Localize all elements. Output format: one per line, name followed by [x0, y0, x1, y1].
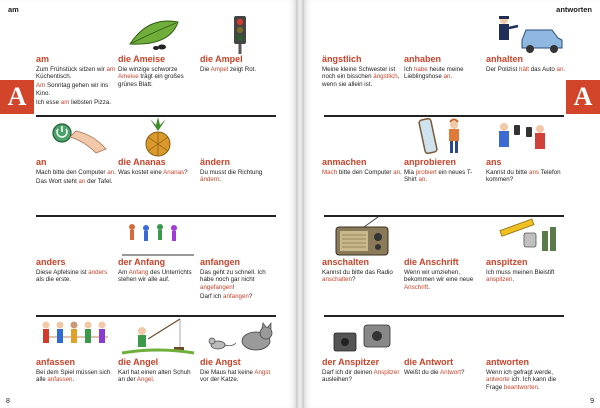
ant-on-leaf-icon: [118, 14, 198, 54]
example-line: [200, 293, 280, 300]
highlighted-word: Angel: [136, 376, 153, 384]
example-line: [36, 178, 116, 185]
example-text: Darf ich dir deinen: [322, 369, 374, 376]
example-line: [322, 369, 402, 384]
entry-anschrift: [404, 217, 484, 317]
none-icon: [200, 217, 280, 257]
entry-anfassen: [36, 317, 116, 408]
none-icon: [486, 317, 566, 357]
highlighted-word: an: [78, 177, 86, 185]
highlighted-word: hält: [519, 66, 529, 73]
example-text: Sonntag gehen wir ins Kino.: [36, 82, 109, 97]
none-icon: [322, 14, 402, 54]
example-text: ich. Ich kann die Frage: [486, 376, 557, 391]
example-text: ?: [184, 169, 188, 176]
highlighted-word: anfassen: [47, 376, 73, 384]
entry-example: [322, 369, 402, 385]
example-text: Der Polizist: [486, 66, 520, 73]
highlighted-word: an: [107, 169, 115, 176]
example-line: [486, 66, 566, 73]
example-text: Zum Frühstück sitzen wir: [36, 66, 107, 73]
example-text: Kannst du bitte das Radio: [322, 269, 393, 276]
entry-am: [36, 14, 116, 114]
example-text: Meine kleine Schwester ist noch ein bisschen: [322, 66, 396, 81]
entry-headword: die Ameise: [118, 54, 166, 64]
entry-example: [200, 369, 280, 385]
example-text: .: [114, 169, 116, 176]
children-holding-hands-icon: [36, 317, 116, 357]
example-line: [486, 169, 566, 184]
example-text: des Unterrichts stehen wir alle auf.: [118, 269, 192, 284]
highlighted-word: Anfang: [128, 269, 149, 276]
radio-icon: [322, 217, 402, 257]
example-text: .: [537, 383, 540, 391]
example-line: [322, 66, 402, 88]
example-line: [118, 66, 198, 88]
pencil-sharpener-icon: [322, 317, 402, 357]
example-text: Kannst du bitte: [486, 169, 529, 176]
entry-ameise: [118, 14, 198, 114]
none-icon: [404, 14, 484, 54]
entry-headword: anhalten: [486, 54, 524, 64]
none-icon: [404, 317, 484, 357]
example-line: [404, 66, 484, 81]
highlighted-word: am: [106, 66, 116, 73]
entry-headword: der Anspitzer: [322, 357, 380, 367]
none-icon: [200, 117, 280, 157]
highlighted-word: Antwort: [440, 369, 461, 376]
cat-and-mouse-icon: [200, 317, 280, 357]
fishing-boy-icon: [118, 317, 198, 357]
example-line: [486, 269, 566, 284]
highlighted-word: Angst: [254, 369, 271, 376]
book-gutter: [296, 0, 304, 408]
highlighted-word: am: [60, 98, 70, 106]
entry-anmachen: [322, 117, 402, 217]
entry-headword: die Angel: [118, 357, 159, 367]
example-text: ?: [351, 276, 356, 284]
example-text: der Tafel.: [85, 177, 113, 185]
example-line: [322, 169, 402, 176]
entry-example: [36, 269, 116, 285]
example-line: [36, 66, 116, 81]
entry-example: [404, 66, 484, 82]
highlighted-word: anfangen: [223, 292, 249, 300]
highlighted-word: Mach: [322, 169, 338, 176]
example-line: [118, 269, 198, 284]
example-text: Ich muss meinen Bleistift: [486, 269, 555, 276]
running-head: am: [8, 5, 19, 14]
entry-example: [200, 269, 280, 302]
entry-an: [36, 117, 116, 217]
example-text: ?: [460, 369, 465, 376]
entry-headword: anfassen: [36, 357, 76, 367]
example-text: ?: [248, 292, 253, 300]
example-text: Das Wort steht: [36, 177, 79, 185]
entry-example: [486, 269, 566, 285]
none-icon: [404, 217, 484, 257]
entry-headword: ängstlich: [322, 54, 362, 64]
letter-tab: A: [566, 80, 600, 114]
entry-antworten: [486, 317, 566, 408]
page-number: 9: [590, 398, 594, 405]
entry-headword: anfangen: [200, 257, 241, 267]
entry-headword: die Ananas: [118, 157, 166, 167]
entry-anspitzen: [486, 217, 566, 317]
police-stopping-car-icon: [486, 14, 566, 54]
entry-example: [486, 369, 566, 393]
example-text: Was kostet eine: [118, 169, 164, 176]
example-text: .: [428, 283, 430, 291]
highlighted-word: Ameise: [118, 73, 139, 81]
entry-anprobieren: [404, 117, 484, 217]
example-line: [118, 169, 198, 176]
entry-example: [36, 169, 116, 187]
entry-example: [486, 66, 566, 75]
left-page: [0, 0, 296, 408]
letter-tab: A: [0, 80, 34, 114]
highlighted-word: ans: [529, 169, 539, 176]
highlighted-word: probiert: [415, 169, 437, 176]
example-text: Küchentisch.: [36, 73, 72, 81]
highlighted-word: antworte: [486, 376, 510, 384]
example-text: Die Maus hat keine: [200, 369, 255, 376]
traffic-light-icon: [200, 14, 280, 54]
entry-example: [322, 169, 402, 178]
entry-headword: am: [36, 54, 50, 64]
highlighted-word: beantworten: [503, 383, 538, 391]
entry-anders: [36, 217, 116, 317]
example-line: [322, 269, 402, 284]
entry-headword: anprobieren: [404, 157, 457, 167]
entry-headword: anspitzen: [486, 257, 528, 267]
example-text: bitte den Computer: [337, 169, 394, 176]
none-icon: [36, 14, 116, 54]
power-button-icon: [36, 117, 116, 157]
example-text: Mia: [404, 169, 416, 176]
entry-anspitzer: [322, 317, 402, 408]
entry-aengstlich: [322, 14, 402, 114]
example-line: [36, 369, 116, 384]
example-text: Ich esse: [36, 98, 61, 106]
example-text: Telefon kommen?: [486, 169, 561, 184]
example-text: .: [219, 176, 222, 184]
example-text: Wenn wir umziehen, bekommen wir eine neue: [404, 269, 474, 284]
example-line: [200, 369, 280, 384]
highlighted-word: an: [443, 73, 451, 81]
highlighted-word: Anschrift: [404, 283, 429, 291]
highlighted-word: habe: [413, 66, 428, 73]
example-text: Die: [200, 66, 211, 73]
example-text: liebsten Pizza.: [69, 98, 111, 106]
pencil-sharpening-icon: [486, 217, 566, 257]
highlighted-word: Ampel: [210, 66, 229, 73]
entry-example: [118, 269, 198, 285]
entry-headword: anmachen: [322, 157, 367, 167]
example-text: Die winzige schworze: [118, 66, 178, 73]
highlighted-word: angefangen: [200, 283, 233, 291]
entry-anschalten: [322, 217, 402, 317]
pineapple-icon: [118, 117, 198, 157]
entry-headword: der Anfang: [118, 257, 166, 267]
entry-ampel: [200, 14, 280, 114]
right-page: [304, 0, 600, 408]
entry-headword: anschalten: [322, 257, 370, 267]
example-line: [36, 82, 116, 97]
entry-example: [36, 66, 116, 108]
example-text: Wenn ich gefragt werde,: [486, 369, 553, 376]
entry-example: [36, 369, 116, 385]
entry-headword: an: [36, 157, 47, 167]
example-text: Diese Apfelsine ist: [36, 269, 89, 276]
entry-headword: anders: [36, 257, 66, 267]
entry-anhaben: [404, 14, 484, 114]
highlighted-word: an: [393, 169, 401, 176]
example-text: !: [232, 283, 235, 291]
example-text: das Auto: [529, 66, 557, 73]
example-text: Bei dem Spiel müssen sich alle: [36, 369, 111, 384]
example-line: [36, 99, 116, 106]
entry-angel: [118, 317, 198, 408]
example-text: ein neues T-Shirt: [404, 169, 473, 184]
example-line: [200, 66, 280, 73]
example-text: vor der Katze.: [200, 376, 239, 384]
entry-example: [404, 269, 484, 293]
page-number: 8: [6, 398, 10, 405]
example-text: zeigt Rot.: [228, 66, 257, 73]
example-text: Weißt du die: [404, 369, 440, 376]
entry-example: [118, 169, 198, 178]
example-text: Karl hat einen alten Schuh an der: [118, 369, 191, 384]
running-head: antworten: [556, 5, 592, 14]
entry-ananas: [118, 117, 198, 217]
entry-example: [486, 169, 566, 185]
example-line: [404, 269, 484, 291]
entry-headword: ändern: [200, 157, 231, 167]
example-line: [404, 169, 484, 184]
highlighted-word: anders: [88, 269, 108, 276]
entry-example: [404, 169, 484, 185]
highlighted-word: an: [556, 66, 564, 73]
example-text: Du musst die Richtung: [200, 169, 263, 176]
entry-headword: die Antwort: [404, 357, 454, 367]
highlighted-word: ängstlich: [373, 73, 398, 81]
entry-headword: die Ampel: [200, 54, 243, 64]
example-line: [200, 269, 280, 291]
entry-anfangen: [200, 217, 280, 317]
entry-example: [200, 169, 280, 185]
example-text: .: [72, 376, 75, 384]
example-text: .: [512, 276, 515, 284]
example-text: .: [425, 176, 428, 184]
entry-example: [118, 66, 198, 90]
entry-example: [118, 369, 198, 385]
entry-headword: anhaben: [404, 54, 442, 64]
entry-angst: [200, 317, 280, 408]
example-text: .: [400, 169, 402, 176]
example-text: Am: [118, 269, 129, 276]
example-text: ausleihen?: [322, 376, 352, 384]
entry-anfang: [118, 217, 198, 317]
race-start-icon: [118, 217, 198, 257]
example-line: [36, 169, 116, 176]
entry-headword: ans: [486, 157, 502, 167]
entry-headword: die Anschrift: [404, 257, 459, 267]
entry-example: [322, 66, 402, 90]
entry-antwort: [404, 317, 484, 408]
none-icon: [322, 117, 402, 157]
example-text: trägt ein großes grünes Blatt.: [118, 73, 184, 88]
example-text: .: [450, 73, 453, 81]
entry-example: [322, 269, 402, 285]
example-line: [404, 369, 484, 376]
girl-at-mirror-icon: [404, 117, 484, 157]
example-line: [36, 269, 116, 284]
highlighted-word: anspitzen: [486, 276, 513, 284]
example-text: heute meine Lieblingshose: [404, 66, 464, 81]
entry-example: [200, 66, 280, 75]
entry-example: [404, 369, 484, 378]
highlighted-word: Anspitzer: [373, 369, 400, 376]
example-text: .: [152, 376, 155, 384]
entry-anhalten: [486, 14, 566, 114]
highlighted-word: an: [418, 176, 426, 184]
example-text: Das geht zu schnell. Ich habe noch gar nicht: [200, 269, 266, 284]
none-icon: [36, 217, 116, 257]
highlighted-word: Am: [36, 82, 46, 90]
entry-ans: [486, 117, 566, 217]
children-on-phone-icon: [486, 117, 566, 157]
example-text: Ich: [404, 66, 414, 73]
example-text: Darf ich: [200, 292, 224, 300]
example-text: , wenn sie allein ist.: [322, 73, 400, 88]
example-text: .: [563, 66, 566, 73]
highlighted-word: ändern: [200, 176, 220, 184]
example-text: Mach bitte den Computer: [36, 169, 108, 176]
example-line: [200, 169, 280, 184]
highlighted-word: Ananas: [163, 169, 185, 176]
example-text: als die erste.: [36, 276, 72, 284]
example-line: [118, 369, 198, 384]
example-line: [486, 369, 566, 391]
highlighted-word: anschalten: [322, 276, 352, 284]
entry-headword: antworten: [486, 357, 530, 367]
entry-headword: die Angst: [200, 357, 241, 367]
entry-aendern: [200, 117, 280, 217]
